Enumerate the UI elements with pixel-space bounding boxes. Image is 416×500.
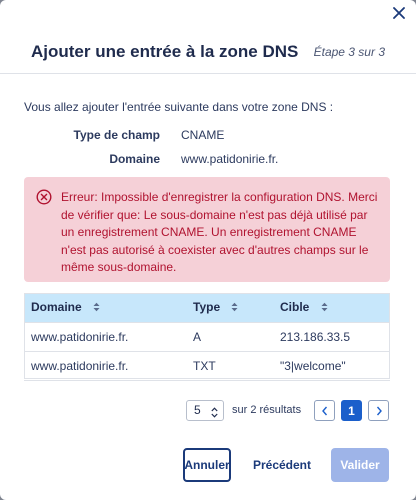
validate-button[interactable]: Valider <box>331 448 389 482</box>
cell-domain: www.patidonirie.fr. <box>31 329 129 344</box>
cell-target: "3|welcome" <box>280 358 346 373</box>
modal-header <box>0 22 416 74</box>
entry-domain-label: Domaine <box>109 152 160 166</box>
close-button[interactable] <box>390 4 408 22</box>
cell-type: A <box>193 329 202 344</box>
entry-type-value: CNAME <box>181 128 225 142</box>
sort-icon <box>231 301 238 315</box>
page-button-1[interactable]: 1 <box>341 400 362 421</box>
table-row <box>24 351 390 380</box>
cell-target: 213.186.33.5 <box>280 329 351 344</box>
modal-title: Ajouter une entrée à la zone DNS <box>31 42 299 61</box>
previous-page-button[interactable] <box>314 400 335 421</box>
chevron-right-icon <box>375 406 383 416</box>
error-alert <box>24 177 390 282</box>
table-row <box>24 322 390 351</box>
cancel-button[interactable]: Annuler <box>183 448 231 482</box>
error-circle-x-icon <box>36 189 52 205</box>
step-indicator: Étape 3 sur 3 <box>313 45 385 59</box>
previous-button[interactable]: Précédent <box>252 458 312 472</box>
column-header-domain[interactable]: Domaine <box>24 293 186 322</box>
sort-icon <box>321 301 328 315</box>
chevron-left-icon <box>321 406 329 416</box>
close-icon <box>393 7 405 19</box>
records-table <box>24 293 390 381</box>
table-header-row <box>24 293 390 322</box>
column-header-target[interactable]: Cible <box>273 293 390 322</box>
entry-domain-value: www.patidonirie.fr. <box>181 152 279 166</box>
cell-domain: www.patidonirie.fr. <box>31 358 129 373</box>
results-count: sur 2 résultats <box>232 404 302 416</box>
next-page-button[interactable] <box>368 400 389 421</box>
error-message: Erreur: Impossible d'enregistrer la configuration DNS. Merci de vérifier que: Le sous-domaine n'est pas déjà utilisé par un enregistrement CNAME. Un enregistrement CNAME n'est pas autorisé à coexister avec d'autres champs sur le même sous-domaine. <box>61 190 378 274</box>
column-header-type[interactable]: Type <box>186 293 273 322</box>
sort-caret-icon <box>211 405 218 424</box>
sort-icon <box>93 301 100 315</box>
entry-type-label: Type de champ <box>73 128 160 142</box>
intro-text: Vous allez ajouter l'entrée suivante dans votre zone DNS : <box>24 100 334 114</box>
page-size-select[interactable]: 5 <box>186 400 224 421</box>
cell-type: TXT <box>193 358 216 373</box>
